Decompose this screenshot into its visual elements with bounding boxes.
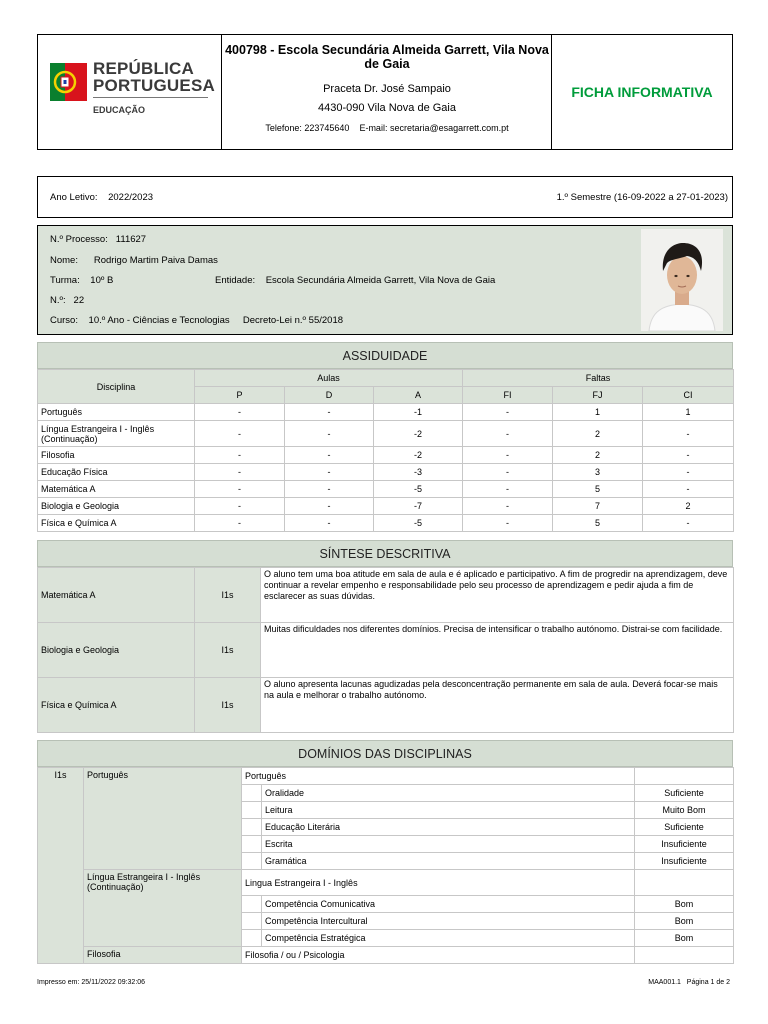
- processo-value: 111627: [115, 234, 147, 245]
- assiduidade-value: 5: [553, 481, 643, 498]
- dominio-period: I1s: [38, 768, 84, 964]
- dominio-grade: Bom: [635, 913, 734, 930]
- dominio-item: Competência Intercultural: [262, 913, 635, 930]
- dominio-indent: [242, 836, 262, 853]
- curso-label: Curso:: [50, 315, 78, 326]
- ficha-title: FICHA INFORMATIVA: [571, 84, 713, 100]
- dominio-group-grade: [635, 870, 734, 896]
- assiduidade-value: -: [195, 421, 285, 447]
- dominio-item: Oralidade: [262, 785, 635, 802]
- logo-cell: [38, 35, 222, 149]
- school-address-line1: Praceta Dr. José Sampaio: [323, 83, 451, 95]
- col-fj: FJ: [553, 387, 643, 404]
- logo-line2: PORTUGUESA: [93, 76, 215, 95]
- dominio-group: Português: [242, 768, 635, 785]
- assiduidade-value: -: [195, 404, 285, 421]
- ano-letivo-value: 2022/2023: [108, 192, 154, 203]
- curso-value: 10.º Ano - Ciências e Tecnologias: [88, 315, 230, 326]
- assiduidade-value: -: [285, 404, 374, 421]
- dominio-group-grade: [635, 947, 734, 964]
- decreto-value: Decreto-Lei n.º 55/2018: [242, 315, 344, 326]
- assiduidade-value: -: [463, 481, 553, 498]
- numero-value: 22: [73, 295, 85, 306]
- nome-value: Rodrigo Martim Paiva Damas: [93, 255, 218, 266]
- entidade-row: [215, 275, 495, 286]
- dominios-table: [37, 767, 734, 964]
- assiduidade-value: -: [463, 421, 553, 447]
- assiduidade-subject: Matemática A: [38, 481, 195, 498]
- dominio-grade: Insuficiente: [635, 836, 734, 853]
- assiduidade-value: -: [463, 464, 553, 481]
- sintese-text: O aluno tem uma boa atitude em sala de aula e é aplicado e participativo. A fim de progredir na aprendizagem, deve continuar a revelar empenho e responsabilidade pelo seu processo de aprendizagem e pedir ajuda a fim de esclarecer as suas dúvidas.: [261, 568, 734, 623]
- ano-letivo-box: [37, 176, 733, 218]
- assiduidade-value: -: [463, 404, 553, 421]
- sintese-table: [37, 567, 734, 733]
- assiduidade-value: -: [643, 421, 734, 447]
- col-d: D: [285, 387, 374, 404]
- header-aulas: Aulas: [195, 370, 463, 387]
- school-info-cell: [222, 35, 552, 149]
- assiduidade-value: -7: [374, 498, 463, 515]
- col-ci: CI: [643, 387, 734, 404]
- assiduidade-subject: Física e Química A: [38, 515, 195, 532]
- assiduidade-value: -: [643, 447, 734, 464]
- footer-impresso: Impresso em: 25/11/2022 09:32:06: [37, 979, 146, 986]
- student-info-box: [37, 225, 733, 335]
- assiduidade-value: 2: [553, 447, 643, 464]
- assiduidade-row: [38, 498, 734, 515]
- assiduidade-value: 3: [553, 464, 643, 481]
- ficha-cell: [552, 35, 732, 149]
- logo-subtitle: EDUCAÇÃO: [93, 105, 146, 115]
- assiduidade-value: -: [643, 464, 734, 481]
- assiduidade-value: -: [463, 447, 553, 464]
- dominio-item: Escrita: [262, 836, 635, 853]
- semestre: 1.º Semestre (16-09-2022 a 27-01-2023): [556, 192, 728, 203]
- turma-label: Turma:: [50, 275, 80, 286]
- assiduidade-value: -: [195, 447, 285, 464]
- header-faltas: Faltas: [463, 370, 734, 387]
- col-p: P: [195, 387, 285, 404]
- assiduidade-row: [38, 421, 734, 447]
- dominio-subject-row: [38, 768, 734, 785]
- sintese-row: [38, 678, 734, 733]
- assiduidade-value: -: [463, 515, 553, 532]
- sintese-subject: Matemática A: [38, 568, 195, 623]
- assiduidade-header-row: [38, 370, 734, 387]
- sintese-text: Muitas dificuldades nos diferentes domínios. Precisa de intensificar o trabalho autónomo. Distrai-se com facilidade.: [261, 623, 734, 678]
- dominio-group: Lingua Estrangeira I - Inglês: [242, 870, 635, 896]
- school-name: 400798 - Escola Secundária Almeida Garrett, Vila Nova de Gaia: [225, 43, 549, 71]
- dominio-subject: Filosofia: [84, 947, 242, 964]
- dominio-grade: Suficiente: [635, 785, 734, 802]
- sintese-period: I1s: [195, 678, 261, 733]
- sintese-subject: Física e Química A: [38, 678, 195, 733]
- dominio-indent: [242, 930, 262, 947]
- assiduidade-row: [38, 464, 734, 481]
- dominio-grade: Bom: [635, 930, 734, 947]
- assiduidade-value: 5: [553, 515, 643, 532]
- school-address-line2: 4430-090 Vila Nova de Gaia: [317, 102, 456, 114]
- dominio-group-grade: [635, 768, 734, 785]
- dominio-grade: Muito Bom: [635, 802, 734, 819]
- sintese-body: [38, 568, 734, 733]
- dominio-item: Leitura: [262, 802, 635, 819]
- assiduidade-value: -5: [374, 515, 463, 532]
- assiduidade-table: [37, 369, 734, 532]
- dominio-group: Filosofia / ou / Psicologia: [242, 947, 635, 964]
- dominio-grade: Bom: [635, 896, 734, 913]
- assiduidade-row: [38, 481, 734, 498]
- assiduidade-value: -1: [374, 404, 463, 421]
- dominio-item: Competência Estratégica: [262, 930, 635, 947]
- col-fi: FI: [463, 387, 553, 404]
- dominio-grade: Suficiente: [635, 819, 734, 836]
- dominio-item: Gramática: [262, 853, 635, 870]
- logo-line1: REPÚBLICA: [93, 59, 194, 78]
- dominio-subject: Língua Estrangeira I - Inglês (Continuação): [84, 870, 242, 947]
- sintese-row: [38, 568, 734, 623]
- dominio-subject-row: [38, 870, 734, 896]
- assiduidade-value: 1: [553, 404, 643, 421]
- dominio-subject-row: [38, 947, 734, 964]
- assiduidade-value: -: [285, 481, 374, 498]
- assiduidade-title: ASSIDUIDADE: [37, 342, 733, 369]
- ano-letivo: [50, 192, 153, 203]
- assiduidade-value: -: [285, 447, 374, 464]
- assiduidade-row: [38, 515, 734, 532]
- dominio-indent: [242, 785, 262, 802]
- footer-page-ref: MAA001.1 Página 1 de 2: [648, 979, 730, 986]
- assiduidade-subject: Filosofia: [38, 447, 195, 464]
- assiduidade-value: -: [195, 481, 285, 498]
- turma-value: 10º B: [90, 275, 114, 286]
- dominio-indent: [242, 819, 262, 836]
- assiduidade-value: -: [643, 481, 734, 498]
- dominio-indent: [242, 913, 262, 930]
- assiduidade-value: 2: [643, 498, 734, 515]
- entidade-value: Escola Secundária Almeida Garrett, Vila Nova de Gaia: [265, 275, 496, 286]
- assiduidade-subject: Biologia e Geologia: [38, 498, 195, 515]
- logo-text: [93, 60, 215, 94]
- assiduidade-row: [38, 447, 734, 464]
- ano-letivo-label: Ano Letivo:: [50, 192, 98, 203]
- turma-row: [50, 275, 113, 286]
- document-header: [37, 34, 733, 150]
- assiduidade-row: [38, 404, 734, 421]
- assiduidade-value: -: [195, 515, 285, 532]
- numero-row: [50, 295, 84, 306]
- assiduidade-value: -: [463, 498, 553, 515]
- sintese-text: O aluno apresenta lacunas agudizadas pela desconcentração permanente em sala de aula. Deverá focar-se mais na aula e melhorar o trabalho autónomo.: [261, 678, 734, 733]
- assiduidade-subject: Educação Física: [38, 464, 195, 481]
- numero-label: N.º:: [50, 295, 66, 306]
- processo-label: N.º Processo:: [50, 234, 108, 245]
- assiduidade-value: -: [195, 464, 285, 481]
- sintese-period: I1s: [195, 623, 261, 678]
- dominio-indent: [242, 853, 262, 870]
- nome-row: [50, 255, 218, 266]
- dominio-item: Educação Literária: [262, 819, 635, 836]
- assiduidade-subject: Português: [38, 404, 195, 421]
- logo-divider: [93, 97, 208, 98]
- dominio-grade: Insuficiente: [635, 853, 734, 870]
- header-disciplina: Disciplina: [38, 370, 195, 404]
- assiduidade-body: [38, 404, 734, 532]
- student-photo-icon: [641, 229, 723, 331]
- assiduidade-value: -: [285, 498, 374, 515]
- dominio-indent: [242, 896, 262, 913]
- sintese-row: [38, 623, 734, 678]
- assiduidade-value: -: [643, 515, 734, 532]
- sintese-subject: Biologia e Geologia: [38, 623, 195, 678]
- assiduidade-value: -5: [374, 481, 463, 498]
- assiduidade-value: 7: [553, 498, 643, 515]
- assiduidade-value: -3: [374, 464, 463, 481]
- entidade-label: Entidade:: [215, 275, 256, 286]
- dominio-item: Competência Comunicativa: [262, 896, 635, 913]
- assiduidade-subject: Língua Estrangeira I - Inglês (Continuação): [38, 421, 195, 447]
- dominio-subject: Português: [84, 768, 242, 870]
- dominios-body: [38, 768, 734, 964]
- assiduidade-value: -2: [374, 447, 463, 464]
- assiduidade-value: -: [285, 464, 374, 481]
- republica-portuguesa-logo-icon: [50, 57, 90, 105]
- dominio-indent: [242, 802, 262, 819]
- sintese-period: I1s: [195, 568, 261, 623]
- assiduidade-value: -2: [374, 421, 463, 447]
- dominios-title: DOMÍNIOS DAS DISCIPLINAS: [37, 740, 733, 767]
- school-contacts: Telefone: 223745640 E-mail: secretaria@esagarrett.com.pt: [265, 123, 509, 133]
- assiduidade-value: 2: [553, 421, 643, 447]
- assiduidade-value: -: [285, 515, 374, 532]
- curso-row: [50, 315, 343, 326]
- student-photo: [641, 229, 723, 331]
- nome-label: Nome:: [50, 255, 78, 266]
- assiduidade-value: -: [285, 421, 374, 447]
- assiduidade-value: 1: [643, 404, 734, 421]
- sintese-title: SÍNTESE DESCRITIVA: [37, 540, 733, 567]
- col-a: A: [374, 387, 463, 404]
- assiduidade-value: -: [195, 498, 285, 515]
- processo-row: [50, 234, 146, 245]
